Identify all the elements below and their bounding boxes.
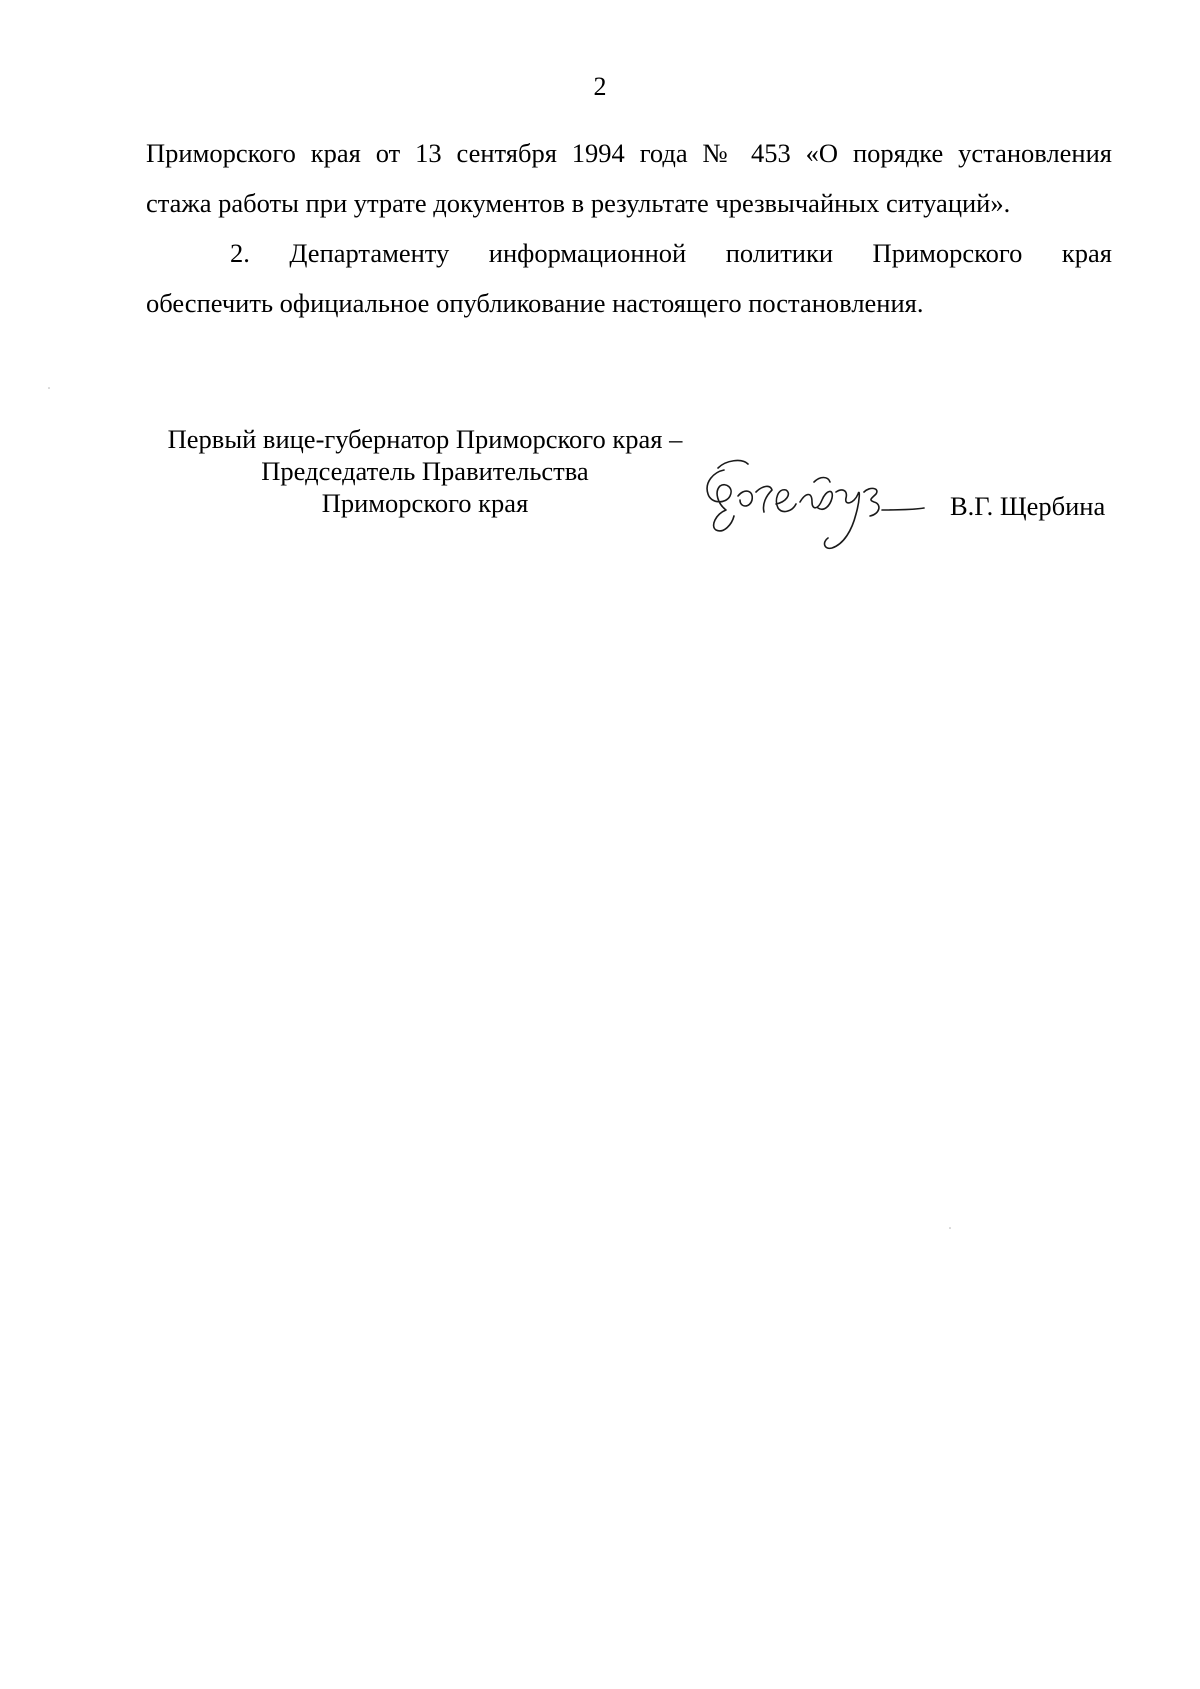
body-text: [146, 128, 1112, 328]
signatory-title-line-2: Председатель Правительства: [261, 456, 589, 486]
page-number: 2: [593, 72, 607, 101]
signatory-title: [130, 423, 720, 519]
body-line-1: Приморского края от 13 сентября 1994 года № 453 «О порядке установления: [146, 138, 1112, 168]
signatory-title-line-1: Первый вице-губернатор Приморского края –: [167, 424, 683, 454]
body-line-3-item-2: 2. Департаменту информационной политики Приморского края: [230, 238, 1112, 268]
signatory-name: В.Г. Щербина: [950, 491, 1106, 521]
signatory-title-line-3: Приморского края: [321, 488, 529, 518]
handwritten-signature: [696, 452, 926, 562]
body-line-2: стажа работы при утрате документов в результате чрезвычайных ситуаций».: [146, 188, 1011, 218]
body-line-4: обеспечить официальное опубликование настоящего постановления.: [146, 288, 924, 318]
